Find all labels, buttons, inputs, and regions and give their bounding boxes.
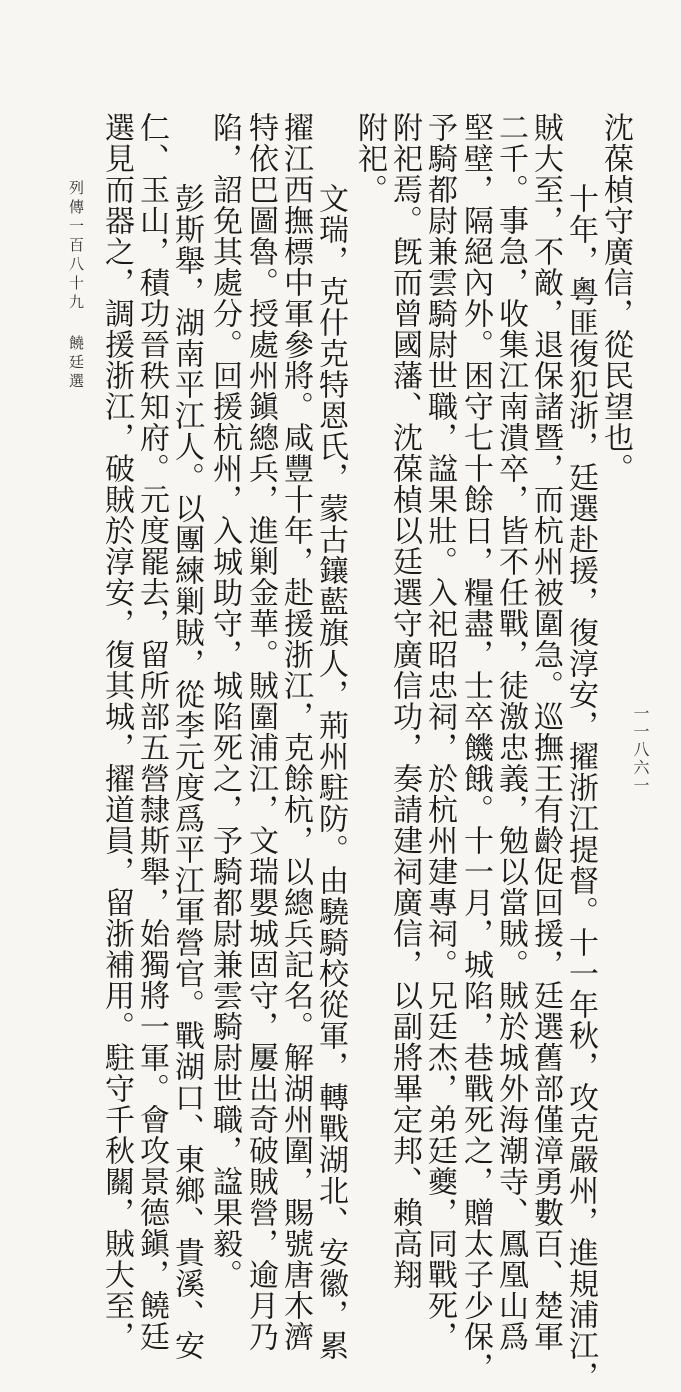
- text-column: 彭斯舉，湖南平江人。以團練剿賊，從李元度爲平江軍營官。戰湖口、東鄉、貴溪、安: [169, 152, 204, 1361]
- page-number: 一一八六一: [631, 705, 650, 795]
- text-column: 賊大至，不敵，退保諸暨，而杭州被圍急。巡撫王有齡促回援，廷選舊部僅漳勇數百、楚軍: [528, 112, 563, 1352]
- text-column: 予騎都尉兼雲騎尉世職，諡果壯。入祀昭忠祠，於杭州建專祠。兄廷杰，弟廷夔，同戰死，: [422, 112, 457, 1352]
- running-title: 列傳一百八十九 饒廷選: [67, 180, 85, 392]
- text-column: 附祀焉。旣而曾國藩、沈葆楨以廷選守廣信功，奏請建祠廣信，以副將畢定邦、賴高翔: [387, 112, 422, 1290]
- text-column: 仁、玉山，積功晉秩知府。元度罷去，留所部五營隸斯舉，始獨將一軍。會攻景德鎭，饒廷: [134, 112, 169, 1352]
- text-column: 二千。事急，收集江南潰卒，皆不任戰，徒激忠義，勉以當賊。賊於城外海潮寺、鳳凰山爲: [493, 112, 528, 1352]
- text-column: 特依巴圖魯。授處州鎭總兵，進剿金華。賊圍浦江，文瑞嬰城固守，屢出奇破賊營，逾月乃: [243, 112, 278, 1352]
- text-column: 陷，詔免其處分。回援杭州，入城助守，城陷死之，予騎都尉兼雲騎尉世職，諡果毅。: [207, 112, 242, 1290]
- text-column: 十年，粵匪復犯浙，廷選赴援，復淳安，擢浙江提督。十一年秋，攻克嚴州，進規浦江，: [563, 152, 598, 1392]
- text-column: 文瑞，克什克特恩氏，蒙古鑲藍旗人，荊州駐防。由驍騎校從軍，轉戰湖北、安徽，累: [313, 152, 348, 1361]
- text-column: 附祀。: [352, 112, 387, 205]
- text-column: 選見而器之，調援浙江，破賊於淳安，復其城，擢道員，留浙補用。駐守千秋關，賊大至，: [99, 112, 134, 1352]
- text-column: 擢江西撫標中軍參將。咸豐十年，赴援浙江，克餘杭，以總兵記名。解湖州圍，賜號唐木濟: [278, 112, 313, 1352]
- text-column: 沈葆楨守廣信，從民望也。: [598, 112, 633, 484]
- text-column: 堅壁，隔絕內外。困守七十餘日，糧盡，士卒饑餓。十一月，城陷，巷戰死之，贈太子少保，: [458, 112, 493, 1383]
